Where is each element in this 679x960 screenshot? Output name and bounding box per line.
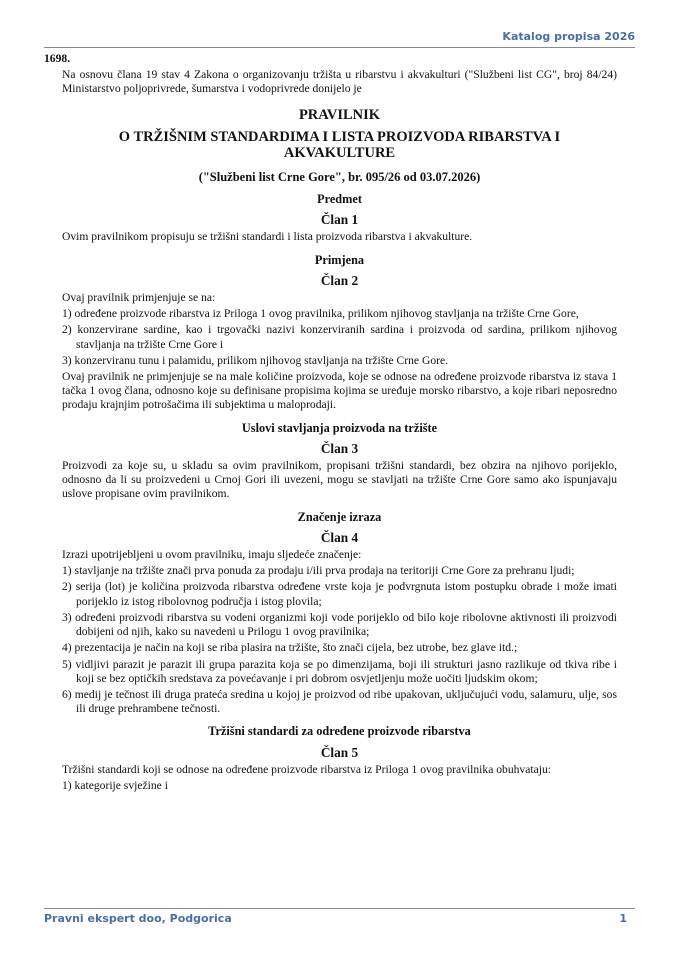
article-paragraph: Ovim pravilnikom propisuju se tržišni standardi i lista proizvoda ribarstva i akvakulture. [62,230,473,244]
section-heading: Primjena [314,252,365,267]
article-paragraph: Izrazi upotrijebljeni u ovom pravilniku, imaju sljedeće značenje: [62,548,362,562]
article-heading: Član 2 [320,272,359,288]
section-heading: Tržišni standardi za određene proizvode ribarstva [208,724,471,739]
article-paragraph: Proizvodi za koje su, u skladu sa ovim pravilnikom, propisani tržišni standardi, bez obzira na njihovo porijeklo, odnosno da li su proizvedeni u Crnoj Gori ili uvezeni, mogu se stavljati na tržište Crne Gore samo ako ispunjavaju uslove propisane ovim pravilnikom. [62,459,617,501]
list-item: 5) vidljivi parazit je parazit ili grupa parazita koja se po dimenzijama, boji ili strukturi jasno razlikuje od tkiva ribe i koji se bez optičkih sredstava za povećavanje i pri dobrom osvjetljenju može uočiti ljudskim okom; [62,657,617,685]
article-paragraph: Ovaj pravilnik primjenjuje se na: [62,291,216,305]
article-heading: Član 3 [320,440,359,456]
section-heading: Uslovi stavljanja proizvoda na tržište [241,420,438,435]
header-divider [44,47,635,48]
article-heading: Član 4 [320,529,359,545]
catalog-header: Katalog propisa 2026 [502,30,635,43]
section-heading: Predmet [317,192,362,207]
list-item: 6) medij je tečnost ili druga prateća sredina u kojoj je proizvod od ribe upakovan, uključujući vodu, salamuru, ulje, sos ili druge prehrambene tečnosti. [62,687,617,716]
list-item: 2) konzervirane sardine, kao i trgovački nazivi konzerviranih sardina i proizvoda od sardina, prilikom njihovog stavljanja na tržište Crne Gore i [62,323,617,351]
article-heading: Član 1 [320,212,359,228]
article-paragraph: Tržišni standardi koji se odnose na određene proizvode ribarstva iz Priloga 1 ovog pravilnika obuhvataju: [62,762,551,776]
article-heading: Član 5 [320,744,359,760]
list-item: 1) kategorije svježine i [62,778,168,792]
footer-publisher: Pravni ekspert doo, Podgorica [44,912,232,925]
gazette-reference: ("Službeni list Crne Gore", br. 095/26 od 03.07.2026) [198,169,481,184]
list-item: 3) određeni proizvodi ribarstva su vodeni organizmi koji vode porijeklo od bilo koje ribolovne aktivnosti ili proizvodi dobijeni od njih, kako su navedeni u Prilogu 1 ovog pravilnika; [62,610,617,639]
list-item: 3) konzerviranu tunu i palamidu, prilikom njihovog stavljanja na tržište Crne Gore. [62,353,449,367]
document-title: PRAVILNIK [298,106,381,123]
list-item: 1) stavljanje na tržište znači prva ponuda za prodaju i/ili prva prodaja na teritoriji Crne Gore za prehranu ljudi; [62,564,575,578]
list-item: 4) prezentacija je način na koji se riba plasira na tržište, što znači cijela, bez utrobe, bez glave itd.; [62,641,518,655]
intro-paragraph: Na osnovu člana 19 stav 4 Zakona o organizovanju tržišta u ribarstvu i akvakulturi ("Službeni list CG", broj 84/24) Ministarstvo poljoprivrede, šumarstva i vodoprivrede donijelo je [62,68,617,96]
document-number: 1698. [44,52,71,65]
list-item: 1) određene proizvode ribarstva iz Priloga 1 ovog pravilnika, prilikom njihovog stavljanja na tržište Crne Gore, [62,307,579,321]
document-body [44,52,617,795]
list-item: 2) serija (lot) je količina proizvoda ribarstva određene vrste koja je podvrgnuta istom postupku obrade i može imati porijeklo iz istog ribolovnog područja i istog plovila; [62,580,617,608]
article-paragraph: Ovaj pravilnik ne primjenjuje se na male količine proizvoda, koje se odnose na određene proizvode ribarstva iz stava 1 tačka 1 ovog člana, odnosno koje su definisane propisima kojima se uređuje morsko ribarstvo, a koje ribari neposredno prodaju krajnjim potrošačima ili subjektima u maloprodaji. [62,370,617,412]
page-number: 1 [619,912,627,925]
footer-divider [44,908,635,909]
section-heading: Značenje izraza [297,509,382,524]
document-subtitle: O TRŽIŠNIM STANDARDIMA I LISTA PROIZVODA RIBARSTVA I AKVAKULTURE [118,128,561,161]
